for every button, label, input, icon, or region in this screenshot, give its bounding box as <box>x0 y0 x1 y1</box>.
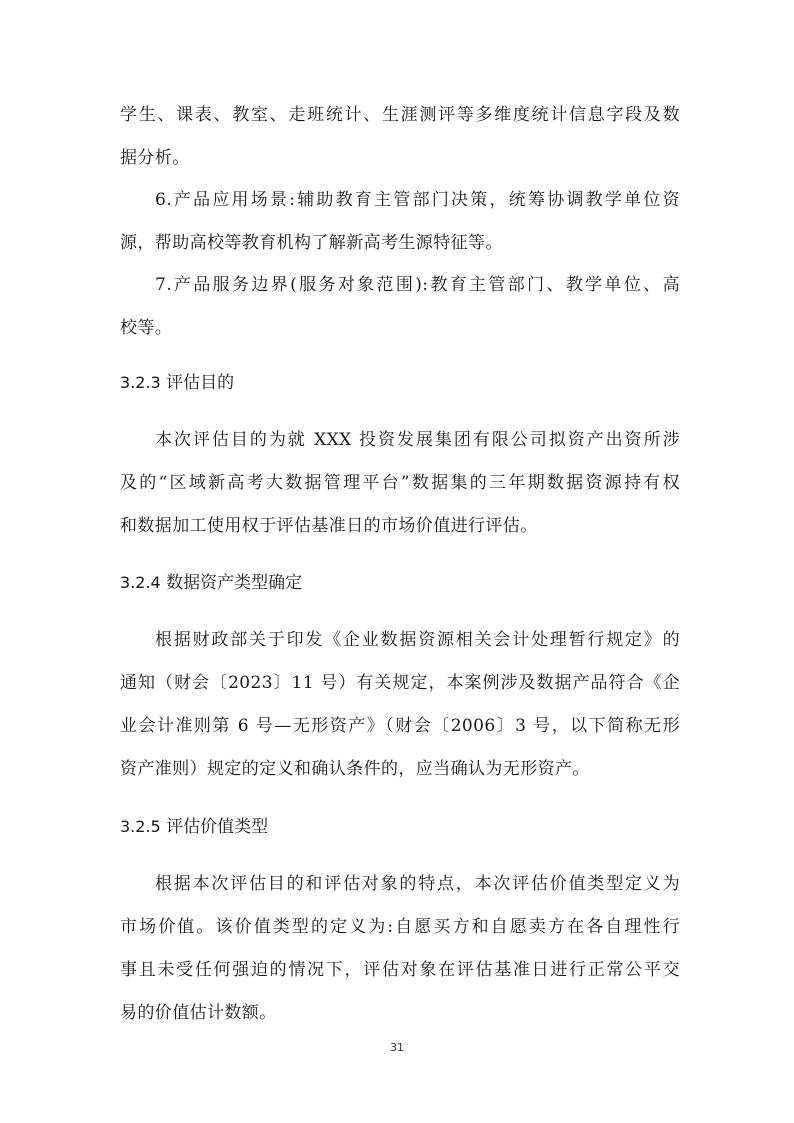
paragraph-line: 市场价值。该价值类型的定义为:自愿买方和自愿卖方在各自理性行 <box>120 917 680 937</box>
paragraph-line: 校等。 <box>120 318 173 338</box>
section-heading-3-2-3 <box>120 373 234 393</box>
paragraph-line: 事且未受任何强迫的情况下，评估对象在评估基准日进行正常公平交 <box>120 960 680 980</box>
paragraph-line: 学生、课表、教室、走班统计、生涯测评等多维度统计信息字段及数 <box>120 105 680 125</box>
paragraph-line: 源，帮助高校等教育机构了解新高考生源特征等。 <box>120 233 503 253</box>
section-number: 3.2.5 <box>120 817 161 836</box>
paragraph-line: 据分析。 <box>120 148 190 168</box>
paragraph-line: 7.产品服务边界(服务对象范围):教育主管部门、教学单位、高 <box>155 275 680 295</box>
paragraph-line: 根据财政部关于印发《企业数据资源相关会计处理暂行规定》的 <box>155 630 680 650</box>
section-number: 3.2.4 <box>120 573 161 592</box>
paragraph-line: 通知（财会〔2023〕11 号）有关规定，本案例涉及数据产品符合《企 <box>120 673 680 693</box>
section-title: 评估价值类型 <box>166 817 269 837</box>
section-title: 评估目的 <box>166 373 235 393</box>
paragraph-line: 6.产品应用场景:辅助教育主管部门决策，统筹协调教学单位资 <box>155 190 680 210</box>
paragraph-line: 易的价值估计数额。 <box>120 1003 277 1023</box>
section-number: 3.2.3 <box>120 373 161 392</box>
section-heading-3-2-5 <box>120 817 268 837</box>
paragraph-line: 资产准则）规定的定义和确认条件的，应当确认为无形资产。 <box>120 759 590 779</box>
page-number: 31 <box>390 1041 404 1054</box>
paragraph-line: 根据本次评估目的和评估对象的特点，本次评估价值类型定义为 <box>155 874 680 894</box>
section-title: 数据资产类型确定 <box>166 573 303 593</box>
section-heading-3-2-4 <box>120 573 302 593</box>
paragraph-line: 及的“区域新高考大数据管理平台”数据集的三年期数据资源持有权 <box>120 473 680 493</box>
paragraph-line: 本次评估目的为就 XXX 投资发展集团有限公司拟资产出资所涉 <box>155 430 680 450</box>
paragraph-line: 业会计准则第 6 号—无形资产》（财会〔2006〕3 号，以下简称无形 <box>120 716 680 736</box>
paragraph-line: 和数据加工使用权于评估基准日的市场价值进行评估。 <box>120 516 538 536</box>
